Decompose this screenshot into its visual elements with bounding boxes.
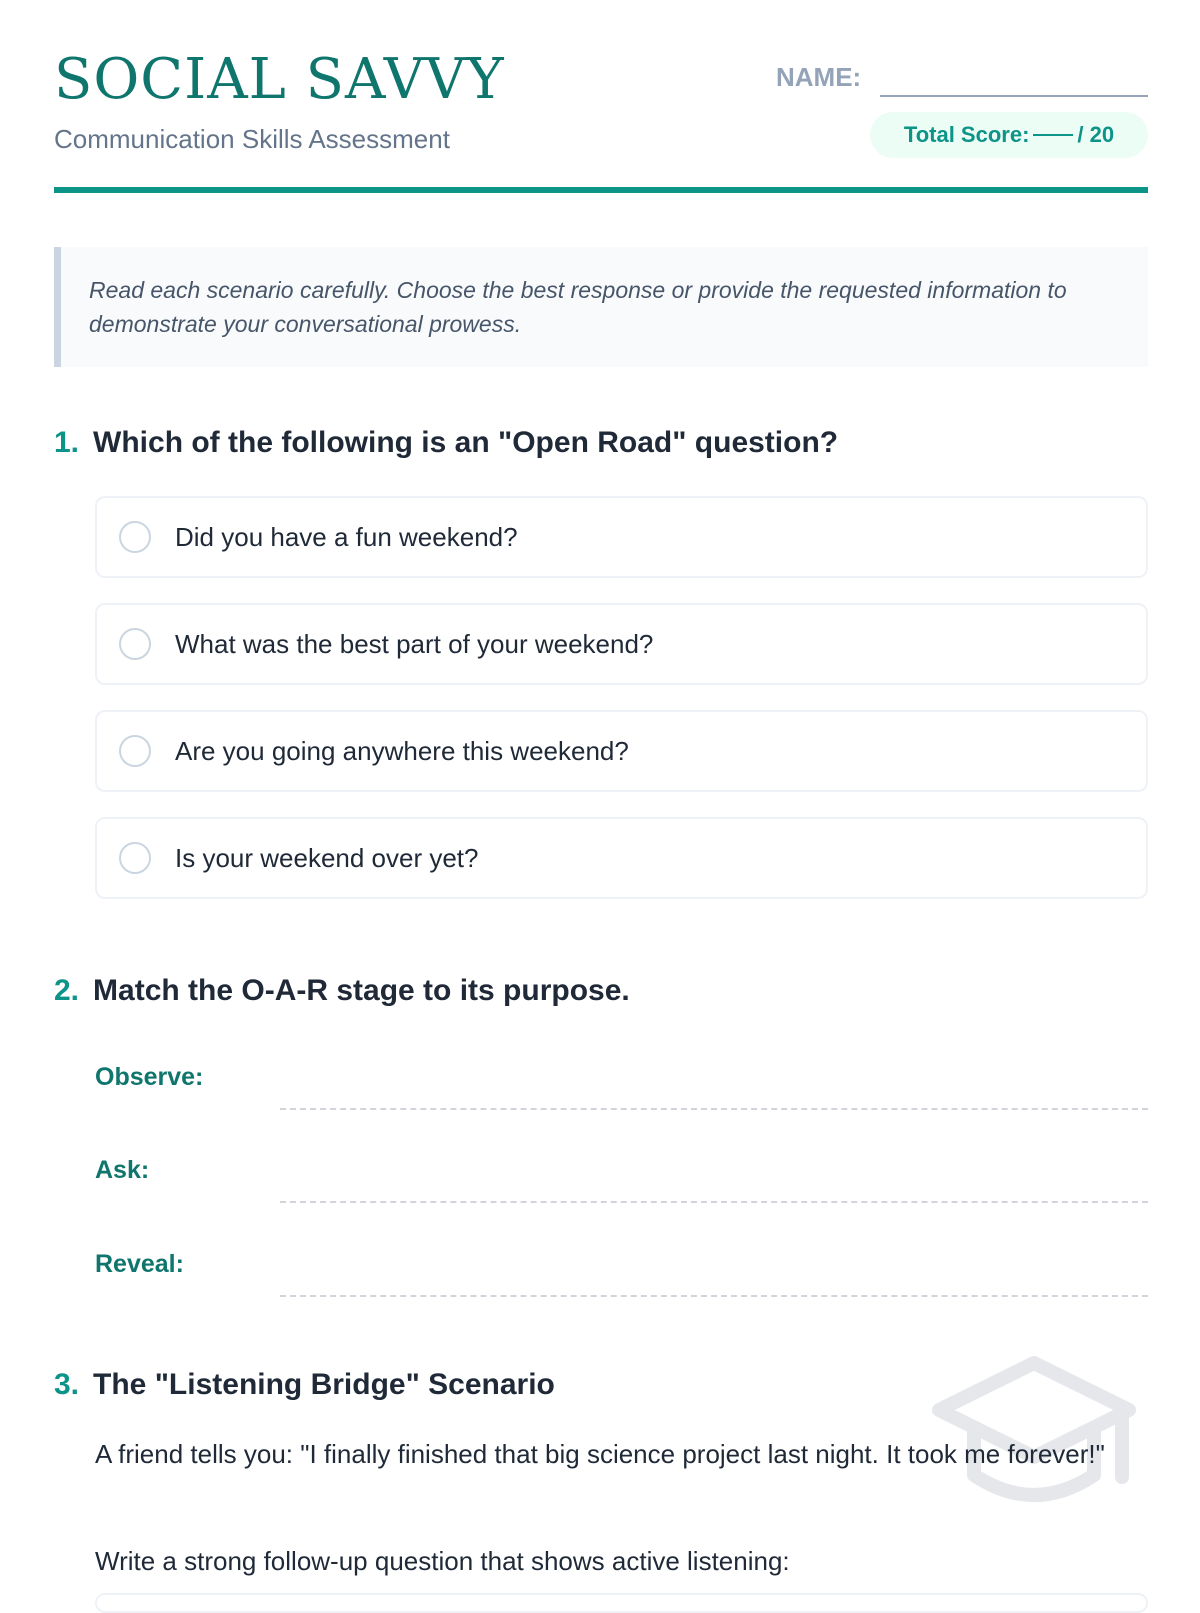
page-subtitle: Communication Skills Assessment <box>54 124 450 154</box>
option-2[interactable] <box>95 603 1148 685</box>
instructions-box: Read each scenario carefully. Choose the best response or provide the requested information to demonstrate your conversational prowess. <box>54 247 1148 367</box>
option-label: Is your weekend over yet? <box>175 842 479 873</box>
observe-answer-line[interactable] <box>280 1108 1148 1110</box>
radio-button[interactable] <box>119 628 151 660</box>
option-3[interactable] <box>95 710 1148 792</box>
option-label: Are you going anywhere this weekend? <box>175 735 629 766</box>
question-number: 1. <box>54 426 80 459</box>
name-label: NAME: <box>776 62 862 92</box>
option-1[interactable] <box>95 496 1148 578</box>
question-3-heading <box>54 1370 555 1400</box>
ask-label: Ask: <box>95 1156 150 1184</box>
question-number: 3. <box>54 1368 80 1401</box>
radio-button[interactable] <box>119 842 151 874</box>
header-divider <box>54 187 1148 193</box>
scenario-text: A friend tells you: "I finally finished that big science project last night. It took me forever!" <box>95 1439 1105 1469</box>
option-4[interactable] <box>95 817 1148 899</box>
reveal-answer-line[interactable] <box>280 1295 1148 1297</box>
ask-answer-line[interactable] <box>280 1201 1148 1203</box>
name-field[interactable] <box>880 95 1148 97</box>
reveal-label: Reveal: <box>95 1250 184 1278</box>
header <box>54 0 1148 194</box>
score-label: Total Score: <box>903 122 1030 147</box>
question-1-heading <box>54 428 838 458</box>
option-label: What was the best part of your weekend? <box>175 628 654 659</box>
radio-button[interactable] <box>119 521 151 553</box>
page-title: SOCIAL SAVVY <box>54 47 505 112</box>
option-label: Did you have a fun weekend? <box>175 521 518 552</box>
radio-button[interactable] <box>119 735 151 767</box>
question-text: The "Listening Bridge" Scenario <box>93 1368 555 1401</box>
total-score-badge <box>870 112 1148 158</box>
question-text: Match the O-A-R stage to its purpose. <box>93 974 630 1007</box>
scenario-prompt: Write a strong follow-up question that shows active listening: <box>95 1546 790 1576</box>
score-blank[interactable] <box>1033 134 1073 136</box>
answer-box[interactable] <box>95 1593 1148 1613</box>
observe-label: Observe: <box>95 1063 204 1091</box>
question-2-heading <box>54 976 630 1006</box>
worksheet-page <box>54 0 1148 1576</box>
score-total: / 20 <box>1077 122 1115 147</box>
question-text: Which of the following is an "Open Road" question? <box>93 426 839 459</box>
question-number: 2. <box>54 974 80 1007</box>
